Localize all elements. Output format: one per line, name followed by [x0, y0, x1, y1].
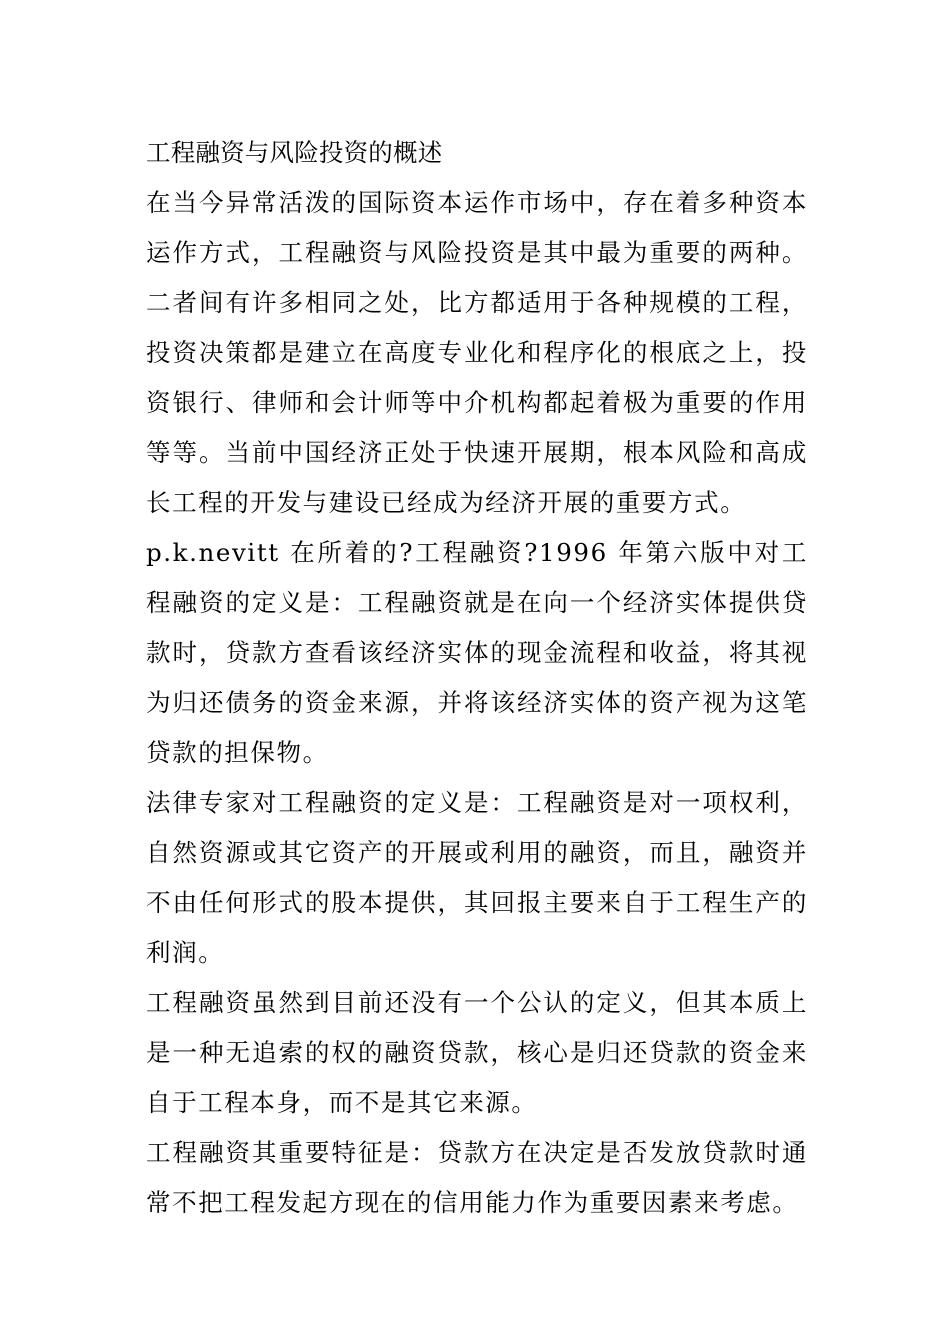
paragraph-essence: 工程融资虽然到目前还没有一个公认的定义，但其本质上是一种无追索的权的融资贷款，核心是归还贷款的资金来自于工程本身，而不是其它来源。 [146, 988, 808, 1117]
document-title: 工程融资与风险投资的概述 [146, 138, 443, 167]
document-body [146, 128, 808, 1228]
paragraph-legal-definition: 法律专家对工程融资的定义是：工程融资是对一项权利，自然资源或其它资产的开展或利用的融资，而且，融资并不由任何形式的股本提供，其回报主要来自于工程生产的利润。 [146, 788, 808, 967]
paragraph-key-feature: 工程融资其重要特征是：贷款方在决定是否发放贷款时通常不把工程发起方现在的信用能力作为重要因素来考虑。 [146, 1138, 808, 1217]
paragraph-intro: 在当今异常活泼的国际资本运作市场中，存在着多种资本运作方式，工程融资与风险投资是其中最为重要的两种。二者间有许多相同之处，比方都适用于各种规模的工程，投资决策都是建立在高度专业化和程序化的根底之上，投资银行、律师和会计师等中介机构都起着极为重要的作用等等。当前中国经济正处于快速开展期，根本风险和高成长工程的开发与建设已经成为经济开展的重要方式。 [146, 188, 808, 517]
paragraph-nevitt-definition: p.k.nevitt 在所着的?工程融资?1996 年第六版中对工程融资的定义是：工程融资就是在向一个经济实体提供贷款时，贷款方查看该经济实体的现金流程和收益，将其视为归还债务的资金来源，并将该经济实体的资产视为这笔贷款的担保物。 [146, 538, 808, 767]
